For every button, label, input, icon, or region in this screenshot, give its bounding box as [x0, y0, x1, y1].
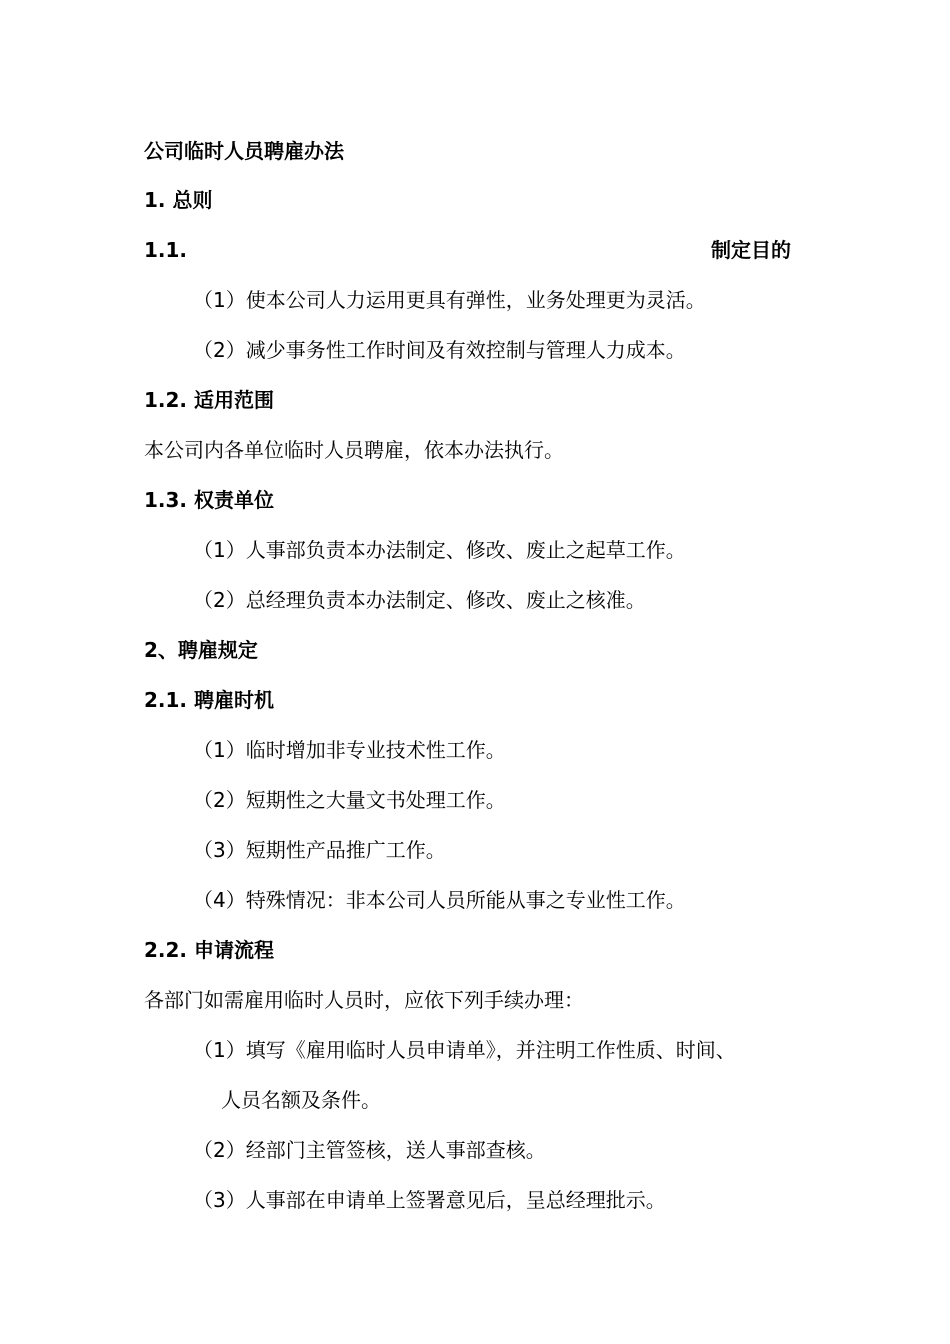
list-item: （2）经部门主管签核，送人事部查核。	[193, 1138, 546, 1162]
list-item: （2）短期性之大量文书处理工作。	[193, 788, 506, 812]
paragraph-process-intro: 各部门如需雇用临时人员时，应依下列手续办理：	[144, 988, 584, 1012]
section-heading-general: 1. 总则	[144, 188, 213, 212]
list-item-continuation: 人员名额及条件。	[221, 1088, 381, 1112]
section-heading-scope: 1.2. 适用范围	[144, 388, 274, 412]
list-item: （2）减少事务性工作时间及有效控制与管理人力成本。	[193, 338, 686, 362]
section-title-purpose: 制定目的	[711, 238, 791, 262]
list-item: （1）填写《雇用临时人员申请单》，并注明工作性质、时间、	[193, 1038, 736, 1062]
list-item: （4）特殊情况：非本公司人员所能从事之专业性工作。	[193, 888, 686, 912]
list-item: （3）人事部在申请单上签署意见后，呈总经理批示。	[193, 1188, 666, 1212]
list-item: （2）总经理负责本办法制定、修改、废止之核准。	[193, 588, 646, 612]
list-item: （3）短期性产品推广工作。	[193, 838, 446, 862]
section-heading-hiring-timing: 2.1. 聘雇时机	[144, 688, 274, 712]
section-number-1-1: 1.1.	[144, 238, 188, 262]
document-title: 公司临时人员聘雇办法	[144, 139, 344, 163]
list-item: （1）使本公司人力运用更具有弹性，业务处理更为灵活。	[193, 288, 706, 312]
section-heading-responsibility: 1.3. 权责单位	[144, 488, 274, 512]
list-item: （1）人事部负责本办法制定、修改、废止之起草工作。	[193, 538, 686, 562]
paragraph-scope: 本公司内各单位临时人员聘雇，依本办法执行。	[144, 438, 564, 462]
section-heading-application-process: 2.2. 申请流程	[144, 938, 274, 962]
section-heading-hiring-rules: 2、聘雇规定	[144, 638, 258, 662]
list-item: （1）临时增加非专业技术性工作。	[193, 738, 506, 762]
